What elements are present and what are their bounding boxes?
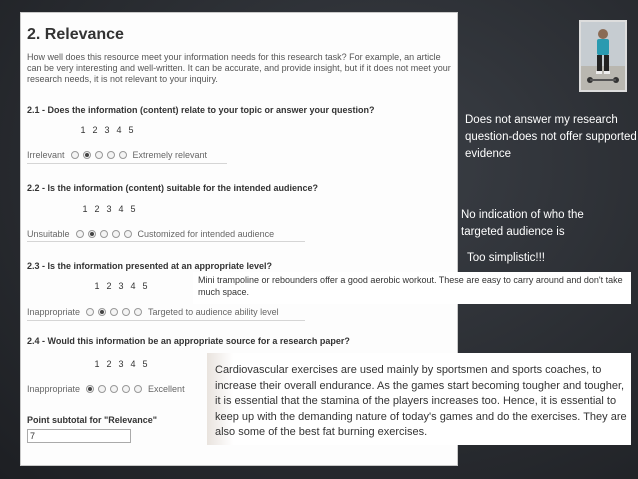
radio-1[interactable] <box>71 151 79 159</box>
rating-scale-2-1 <box>27 150 207 160</box>
question-2-4: 2.4 - Would this information be an appropriate source for a research paper? <box>27 336 350 346</box>
quote-box-trampoline: Mini trampoline or rebounders offer a good aerobic workout. These are easy to carry around and don't take much space. <box>193 272 631 304</box>
rating-scale-2-2 <box>27 229 274 239</box>
scale-right-label: Targeted to audience ability level <box>148 307 279 317</box>
radio-2[interactable] <box>83 151 91 159</box>
radio-5[interactable] <box>134 385 142 393</box>
annotation-relevance: Does not answer my research question-does not offer supported evidence <box>465 114 637 160</box>
radio-4[interactable] <box>122 385 130 393</box>
scale-numbers: 1 2 3 4 5 <box>94 281 148 291</box>
radio-5[interactable] <box>124 230 132 238</box>
annotation-audience: No indication of who the targeted audience is <box>461 209 584 238</box>
rating-scale-2-4 <box>27 384 185 394</box>
divider <box>27 163 227 164</box>
question-2-2: 2.2 - Is the information (content) suitable for the intended audience? <box>27 183 319 193</box>
radio-4[interactable] <box>107 151 115 159</box>
radio-2[interactable] <box>88 230 96 238</box>
rating-scale-2-3 <box>27 307 279 317</box>
radio-1[interactable] <box>76 230 84 238</box>
scale-left-label: Inappropriate <box>27 384 81 394</box>
scale-left-label: Irrelevant <box>27 150 65 160</box>
radio-4[interactable] <box>122 308 130 316</box>
radio-3[interactable] <box>100 230 108 238</box>
scale-right-label: Customized for intended audience <box>137 229 275 239</box>
scale-right-label: Extremely relevant <box>132 150 208 160</box>
question-2-1: 2.1 - Does the information (content) relate to your topic or answer your question? <box>27 105 375 115</box>
scale-left-label: Inappropriate <box>27 307 81 317</box>
radio-5[interactable] <box>119 151 127 159</box>
quote-box-cardio <box>207 353 631 445</box>
radio-5[interactable] <box>134 308 142 316</box>
radio-1[interactable] <box>86 385 94 393</box>
athlete-image-icon <box>581 22 625 90</box>
subtotal-field[interactable]: 7 <box>27 429 131 443</box>
scale-numbers: 1 2 3 4 5 <box>94 359 148 369</box>
radio-2[interactable] <box>98 308 106 316</box>
scale-right-label: Excellent <box>148 384 185 394</box>
section-title: 2. Relevance <box>27 26 124 43</box>
question-2-3: 2.3 - Is the information presented at an appropriate level? <box>27 261 273 271</box>
radio-1[interactable] <box>86 308 94 316</box>
divider <box>27 241 305 242</box>
radio-3[interactable] <box>110 385 118 393</box>
annotation-level: Too simplistic!!! <box>467 252 545 264</box>
exercise-photo <box>579 20 627 92</box>
quote-text: Cardiovascular exercises are used mainly by sportsmen and sports coaches, to increase their overall endurance. As the games start becoming tougher and tougher, it is essential that the stamina of the players increases too. Hence, it is essential to keep up with the demanding nature of today's games and do the exercises. They are also some of the best fat burning exercises. <box>215 364 627 438</box>
radio-3[interactable] <box>95 151 103 159</box>
scale-numbers: 1 2 3 4 5 <box>82 204 136 214</box>
subtotal-label: Point subtotal for "Relevance" <box>27 415 158 425</box>
radio-3[interactable] <box>110 308 118 316</box>
divider <box>27 320 305 321</box>
radio-2[interactable] <box>98 385 106 393</box>
scale-numbers: 1 2 3 4 5 <box>80 125 134 135</box>
section-intro: How well does this resource meet your information needs for this research task? For example, an article can be very interesting and well-written. It can be accurate, and provide insight, but if it does not meet your research needs, it is not relevant to your inquiry. <box>27 52 451 84</box>
scale-left-label: Unsuitable <box>27 229 70 239</box>
radio-4[interactable] <box>112 230 120 238</box>
